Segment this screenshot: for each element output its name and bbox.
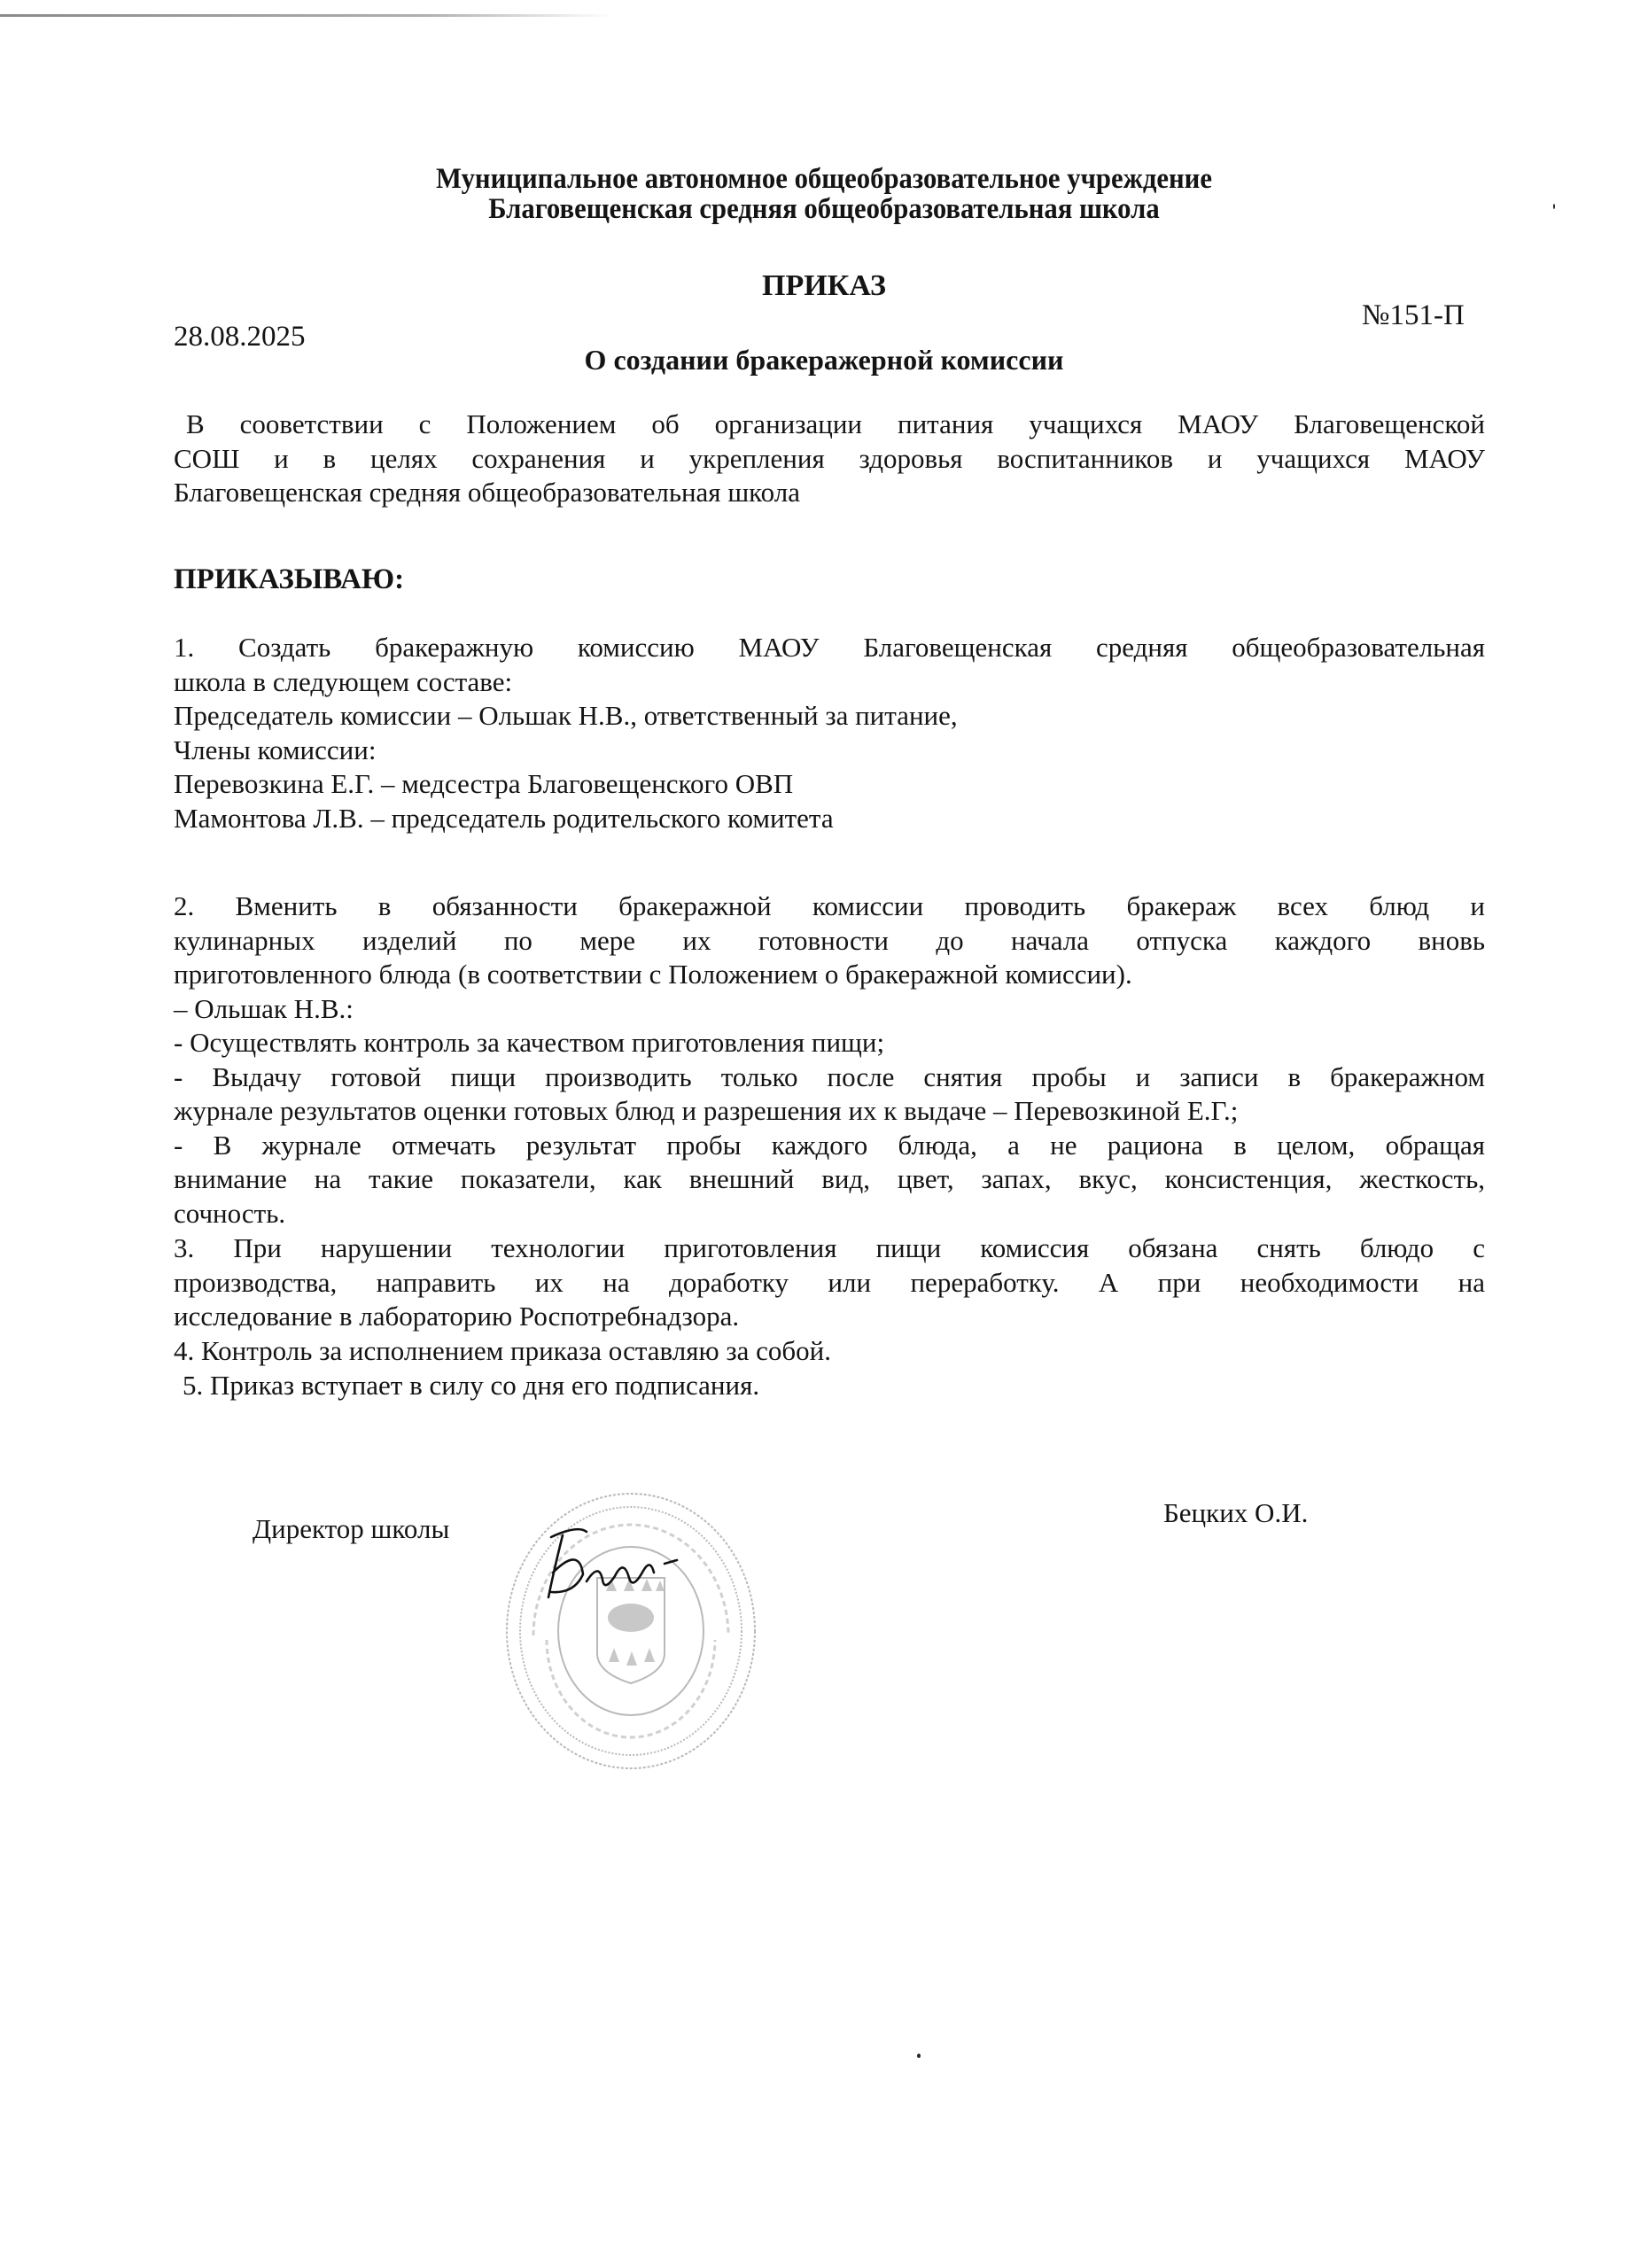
item-3 bbox=[174, 1231, 1485, 1334]
doc-type-heading: ПРИКАЗ bbox=[762, 269, 886, 302]
preamble-line: СОШ и в целях сохранения и укрепления здоровья воспитанников и учащихся МАОУ bbox=[174, 442, 1485, 474]
preamble-line: В сооветствии с Положением об организации питания учащихся МАОУ Благовещенской bbox=[186, 408, 1485, 439]
item-line: школа в следующем составе: bbox=[174, 665, 513, 697]
item-line: внимание на такие показатели, как внешний вид, цвет, запах, вкус, консистенция, жесткость, bbox=[174, 1163, 1485, 1194]
preamble bbox=[174, 408, 1485, 510]
item-line: 1. Создать бракеражную комиссию МАОУ Благовещенская средняя общеобразовательная bbox=[174, 632, 1485, 663]
signatory-name: Бецких О.И. bbox=[1163, 1497, 1309, 1528]
item-line: 3. При нарушении технологии приготовления пищи комиссия обязана снять блюдо с bbox=[174, 1232, 1485, 1263]
order-subject: О создании бракеражерной комиссии bbox=[584, 344, 1064, 376]
item-line: - В журнале отмечать результат пробы каждого блюда, а не рациона в целом, обращая bbox=[174, 1129, 1485, 1161]
item-line: производства, направить их на доработку или переработку. А при необходимости на bbox=[174, 1266, 1485, 1298]
item-line: - Осуществлять контроль за качеством приготовления пищи; bbox=[174, 1027, 885, 1058]
handwritten-signature-icon bbox=[532, 1519, 682, 1608]
order-word: ПРИКАЗЫВАЮ: bbox=[174, 563, 405, 595]
order-number: №151-П bbox=[1362, 299, 1465, 331]
item-line: сочность. bbox=[174, 1197, 286, 1229]
order-date: 28.08.2025 bbox=[174, 321, 306, 353]
organization-line-1: Муниципальное автономное общеобразовательное учреждение bbox=[436, 163, 1212, 195]
preamble-line: Благовещенская средняя общеобразовательная школа bbox=[174, 477, 800, 508]
item-line: 2. Вменить в обязанности бракеражной комиссии проводить бракераж всех блюд и bbox=[174, 890, 1485, 921]
item-4: 4. Контроль за исполнением приказа оставляю за собой. bbox=[174, 1335, 832, 1366]
item-line: Перевозкина Е.Г. – медсестра Благовещенского ОВП bbox=[174, 768, 794, 799]
item-2 bbox=[174, 889, 1485, 1231]
item-4-5 bbox=[174, 1334, 1485, 1402]
item-line: кулинарных изделий по мере их готовности до начала отпуска каждого вновь bbox=[174, 924, 1485, 956]
scan-speck bbox=[917, 2054, 921, 2058]
item-line: - Выдачу готовой пищи производить только после снятия пробы и записи в бракеражном bbox=[174, 1060, 1485, 1092]
item-5: 5. Приказ вступает в силу со дня его подписания. bbox=[183, 1369, 760, 1401]
item-1 bbox=[174, 631, 1485, 835]
item-line: приготовленного блюда (в соответствии с Положением о бракеражной комиссии). bbox=[174, 959, 1132, 990]
item-line: исследование в лабораторию Роспотребнадзора. bbox=[174, 1301, 740, 1332]
item-line: журнале результатов оценки готовых блюд и разрешения их к выдаче – Перевозкиной Е.Г.; bbox=[174, 1095, 1239, 1126]
item-line: Члены комиссии: bbox=[174, 734, 377, 765]
item-line: Председатель комиссии – Ольшак Н.В., ответственный за питание, bbox=[174, 700, 958, 731]
item-line: – Ольшак Н.В.: bbox=[174, 992, 354, 1024]
scan-speck bbox=[1553, 204, 1555, 209]
scan-edge-line bbox=[0, 14, 611, 17]
item-line: Мамонтова Л.В. – председатель родительского комитета bbox=[174, 802, 834, 834]
signature-position: Директор школы bbox=[253, 1513, 450, 1544]
organization-line-2: Благовещенская средняя общеобразовательная школа bbox=[488, 193, 1160, 225]
